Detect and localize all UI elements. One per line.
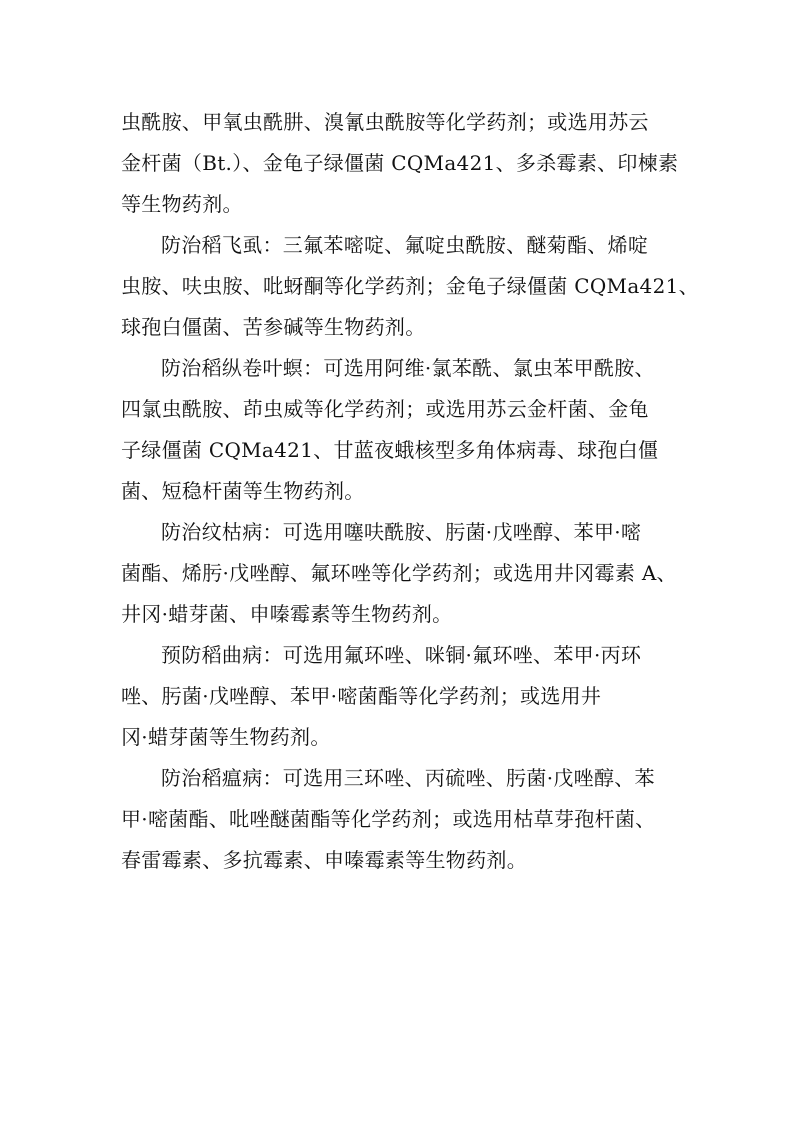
paragraph-rice-blast-control	[121, 758, 681, 881]
text-line: 四氯虫酰胺、茚虫威等化学药剂；或选用苏云金杆菌、金龟	[121, 397, 649, 421]
text-line: 金杆菌（Bt.）、金龟子绿僵菌 CQMa421、多杀霉素、印楝素	[121, 151, 679, 175]
text-line: 球孢白僵菌、苦参碱等生物药剂。	[121, 315, 426, 339]
text-line: 防治纹枯病：可选用噻呋酰胺、肟菌·戊唑醇、苯甲·嘧	[161, 520, 642, 544]
text-line: 菌酯、烯肟·戊唑醇、氟环唑等化学药剂；或选用井冈霉素 A、	[121, 561, 677, 585]
text-line: 防治稻纵卷叶螟：可选用阿维·氯苯酰、氯虫苯甲酰胺、	[161, 356, 655, 380]
text-line: 预防稻曲病：可选用氟环唑、咪铜·氟环唑、苯甲·丙环	[161, 643, 642, 667]
document-body	[121, 102, 699, 881]
text-line: 冈·蜡芽菌等生物药剂。	[121, 725, 331, 749]
paragraph-insecticides-continued	[121, 102, 681, 225]
paragraph-false-smut-prevention	[121, 635, 681, 758]
text-line: 甲·嘧菌酯、吡唑醚菌酯等化学药剂；或选用枯草芽孢杆菌、	[121, 807, 656, 831]
text-line: 春雷霉素、多抗霉素、申嗪霉素等生物药剂。	[121, 848, 527, 872]
text-line: 防治稻飞虱：三氟苯嘧啶、氟啶虫酰胺、醚菊酯、烯啶	[161, 233, 649, 257]
paragraph-leaf-roller-control	[121, 348, 681, 512]
text-line: 虫胺、呋虫胺、吡蚜酮等化学药剂；金龟子绿僵菌 CQMa421、	[121, 274, 699, 298]
text-line: 唑、肟菌·戊唑醇、苯甲·嘧菌酯等化学药剂；或选用井	[121, 684, 602, 708]
text-line: 菌、短稳杆菌等生物药剂。	[121, 479, 365, 503]
text-line: 等生物药剂。	[121, 192, 243, 216]
text-line: 虫酰胺、甲氧虫酰肼、溴氰虫酰胺等化学药剂；或选用苏云	[121, 110, 649, 134]
paragraph-sheath-blight-control	[121, 512, 681, 635]
text-line: 防治稻瘟病：可选用三环唑、丙硫唑、肟菌·戊唑醇、苯	[161, 766, 655, 790]
text-line: 子绿僵菌 CQMa421、甘蓝夜蛾核型多角体病毒、球孢白僵	[121, 438, 659, 462]
paragraph-planthopper-control	[121, 225, 699, 348]
text-line: 井冈·蜡芽菌、申嗪霉素等生物药剂。	[121, 602, 453, 626]
